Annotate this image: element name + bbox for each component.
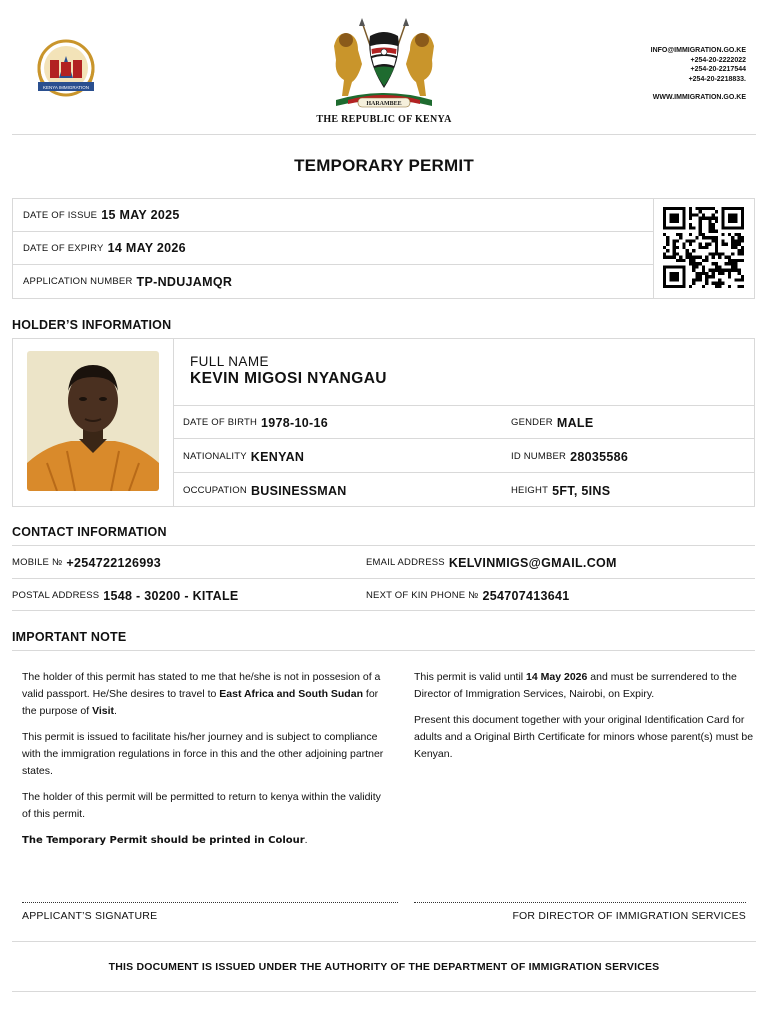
application-number-row <box>13 265 653 298</box>
postal-value: 1548 - 30200 - KITALE <box>103 588 239 603</box>
republic-of-kenya-heading: THE REPUBLIC OF KENYA <box>316 114 452 125</box>
next-of-kin-label: NEXT OF KIN PHONE № <box>366 590 479 601</box>
note-paragraph-4: The Temporary Permit should be printed in Colour. <box>22 834 308 846</box>
contact-phone-1: +254-20-2222022 <box>690 56 746 64</box>
date-of-expiry-row <box>13 232 653 265</box>
gender-label: GENDER <box>511 417 553 428</box>
header-divider <box>12 134 756 135</box>
footer-bottom-divider <box>12 991 756 992</box>
height-value: 5FT, 5INS <box>552 483 611 498</box>
note-paragraph-2: This permit is issued to facilitate his/her journey and is subject to compliance with the immigration regulations in force in this and the other adjoining partner states. <box>22 731 384 777</box>
authority-footer: THIS DOCUMENT IS ISSUED UNDER THE AUTHORITY OF THE DEPARTMENT OF IMMIGRATION SERVICES <box>108 961 660 973</box>
note-paragraph-3: The holder of this permit will be permitted to return to kenya within the validity of this permit. <box>22 791 381 820</box>
director-signature-label: FOR DIRECTOR OF IMMIGRATION SERVICES <box>512 910 746 922</box>
dob-cell <box>183 406 328 439</box>
holder-row-occupation-height <box>174 474 754 507</box>
immigration-emblem-logo <box>28 38 104 102</box>
gender-value: MALE <box>556 415 594 430</box>
contact-phone-3: +254-20-2218833. <box>688 75 746 83</box>
full-name-label: FULL NAME <box>190 354 269 369</box>
holder-photo <box>27 351 159 491</box>
note-paragraph-1: The holder of this permit has stated to me that he/she is not in possesion of a valid passport. He/She desires to travel to East Africa and South Sudan for the purpose of Visit. <box>22 671 381 717</box>
next-of-kin-value: 254707413641 <box>482 588 570 603</box>
mobile-cell <box>12 546 161 579</box>
date-of-expiry-value: 14 MAY 2026 <box>107 241 186 255</box>
nationality-value: KENYAN <box>250 449 305 464</box>
contact-row-mobile-email <box>12 545 755 578</box>
svg-text:HARAMBEE: HARAMBEE <box>366 101 402 107</box>
mobile-label: MOBILE № <box>12 557 63 568</box>
important-note-box <box>12 650 755 950</box>
dob-value: 1978-10-16 <box>261 415 328 430</box>
contact-info-heading: CONTACT INFORMATION <box>12 525 167 539</box>
nationality-cell <box>183 440 304 473</box>
holder-info-heading: HOLDER’S INFORMATION <box>12 318 172 332</box>
dob-label: DATE OF BIRTH <box>183 417 258 428</box>
contact-phone-2: +254-20-2217544 <box>690 66 746 73</box>
next-of-kin-cell <box>366 579 570 612</box>
id-number-value: 28035586 <box>570 449 629 464</box>
holder-details <box>173 339 754 506</box>
id-number-label: ID NUMBER <box>511 451 567 462</box>
email-label: EMAIL ADDRESS <box>366 557 445 568</box>
date-of-issue-value: 15 MAY 2025 <box>101 208 180 222</box>
occupation-label: OCCUPATION <box>183 485 247 496</box>
postal-label: POSTAL ADDRESS <box>12 590 100 601</box>
note-documents-paragraph: Present this document together with your original Identification Card for adults and a Original Birth Certificate for minors whose parent(s) must be Kenyan. <box>414 714 754 760</box>
qr-code <box>662 207 745 288</box>
holder-row-nationality-id <box>174 440 754 473</box>
application-number-value: TP-NDUJAMQR <box>136 274 233 289</box>
header-contacts <box>651 46 746 103</box>
important-note-heading: IMPORTANT NOTE <box>12 630 127 644</box>
email-value: KELVINMIGS@GMAIL.COM <box>448 555 617 570</box>
height-cell <box>511 474 610 507</box>
full-name-block <box>174 339 754 406</box>
contact-email: INFO@IMMIGRATION.GO.KE <box>650 47 746 54</box>
application-number-label: APPLICATION NUMBER <box>23 276 133 287</box>
contact-row-postal-kin <box>12 578 755 611</box>
applicant-signature-line <box>22 902 398 903</box>
contact-website: WWW.IMMIGRATION.GO.KE <box>652 94 746 101</box>
holder-row-dob-gender <box>174 406 754 439</box>
kenya-coat-of-arms <box>328 16 440 112</box>
occupation-cell <box>183 474 347 507</box>
document-title: TEMPORARY PERMIT <box>294 156 474 175</box>
issue-details-box <box>12 198 755 299</box>
date-of-issue-row <box>13 199 653 232</box>
postal-cell <box>12 579 239 612</box>
note-validity-paragraph: This permit is valid until 14 May 2026 and must be surrendered to the Director of Immigration Services, Nairobi, on Expiry. <box>414 671 737 700</box>
mobile-value: +254722126993 <box>66 555 161 570</box>
date-of-expiry-label: DATE OF EXPIRY <box>23 242 104 254</box>
qr-code-cell <box>653 199 755 298</box>
occupation-value: BUSINESSMAN <box>250 483 347 498</box>
notes-right-column <box>414 669 754 772</box>
footer-top-divider <box>12 941 756 942</box>
email-cell <box>366 546 617 579</box>
notes-left-column <box>22 669 392 858</box>
svg-text:KENYA IMMIGRATION: KENYA IMMIGRATION <box>42 85 90 90</box>
nationality-label: NATIONALITY <box>183 451 247 462</box>
date-of-issue-label: DATE OF ISSUE <box>23 209 98 221</box>
id-number-cell <box>511 440 628 473</box>
full-name-value: KEVIN MIGOSI NYANGAU <box>190 370 387 387</box>
applicant-signature-label: APPLICANT’S SIGNATURE <box>22 910 158 922</box>
director-signature-line <box>414 902 746 903</box>
height-label: HEIGHT <box>511 485 549 496</box>
gender-cell <box>511 406 593 439</box>
holder-info-box <box>12 338 755 507</box>
